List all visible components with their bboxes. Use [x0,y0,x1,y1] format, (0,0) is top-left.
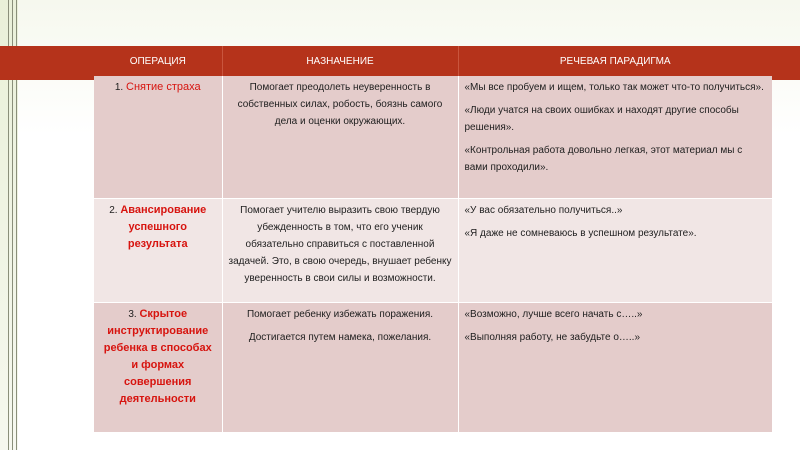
speech-text: «Выполняя работу, не забудьте о…..» [464,331,641,343]
row-number: 2. [109,204,118,216]
table-row [94,198,772,302]
speech-text: «Мы все пробуем и ищем, только так может что-то получиться». [464,82,764,93]
purpose-cell [222,198,458,302]
operation-name: Авансирование успешного результата [120,203,207,250]
operation-cell [94,76,222,198]
purpose-text: Достигается путем намека, пожелания. [248,331,432,343]
purpose-text: Помогает учителю выразить свою твердую убежденность в том, что его ученик обязательно справиться с поставленной задачей. Это, в свою очередь, внушает ребенку уверенность в свои силы и возможности. [228,204,452,284]
purpose-text: Помогает преодолеть неуверенность в собственных силах, робость, боязнь самого дела и оценки окружающих. [237,82,443,127]
header-speech-paradigm: РЕЧЕВАЯ ПАРАДИГМА [458,46,772,76]
speech-text: «Контрольная работа довольно легкая, этот материал мы с вами проходили». [464,145,743,173]
operation-cell [94,198,222,302]
purpose-text: Помогает ребенку избежать поражения. [246,308,434,320]
row-number: 1. [114,82,124,93]
operations-table [94,46,772,433]
row-number: 3. [128,308,137,320]
table-header-row [94,46,772,76]
speech-cell [458,198,772,302]
header-operation: ОПЕРАЦИЯ [94,46,222,76]
speech-text: «Я даже не сомневаюсь в успешном результате». [464,227,697,239]
table-row [94,302,772,432]
operation-cell [94,302,222,432]
header-purpose: НАЗНАЧЕНИЕ [222,46,458,76]
speech-text: «Люди учатся на своих ошибках и находят другие способы решения». [464,105,739,133]
speech-cell [458,302,772,432]
purpose-cell [222,76,458,198]
speech-text: «Возможно, лучше всего начать с…..» [464,308,643,320]
operation-name: Скрытое инструктирование ребенка в способах и формах совершения деятельности [103,307,212,405]
speech-text: «У вас обязательно получиться..» [464,204,623,216]
speech-cell [458,76,772,198]
table-row [94,76,772,198]
purpose-cell [222,302,458,432]
operation-name: Снятие страха [126,81,201,93]
